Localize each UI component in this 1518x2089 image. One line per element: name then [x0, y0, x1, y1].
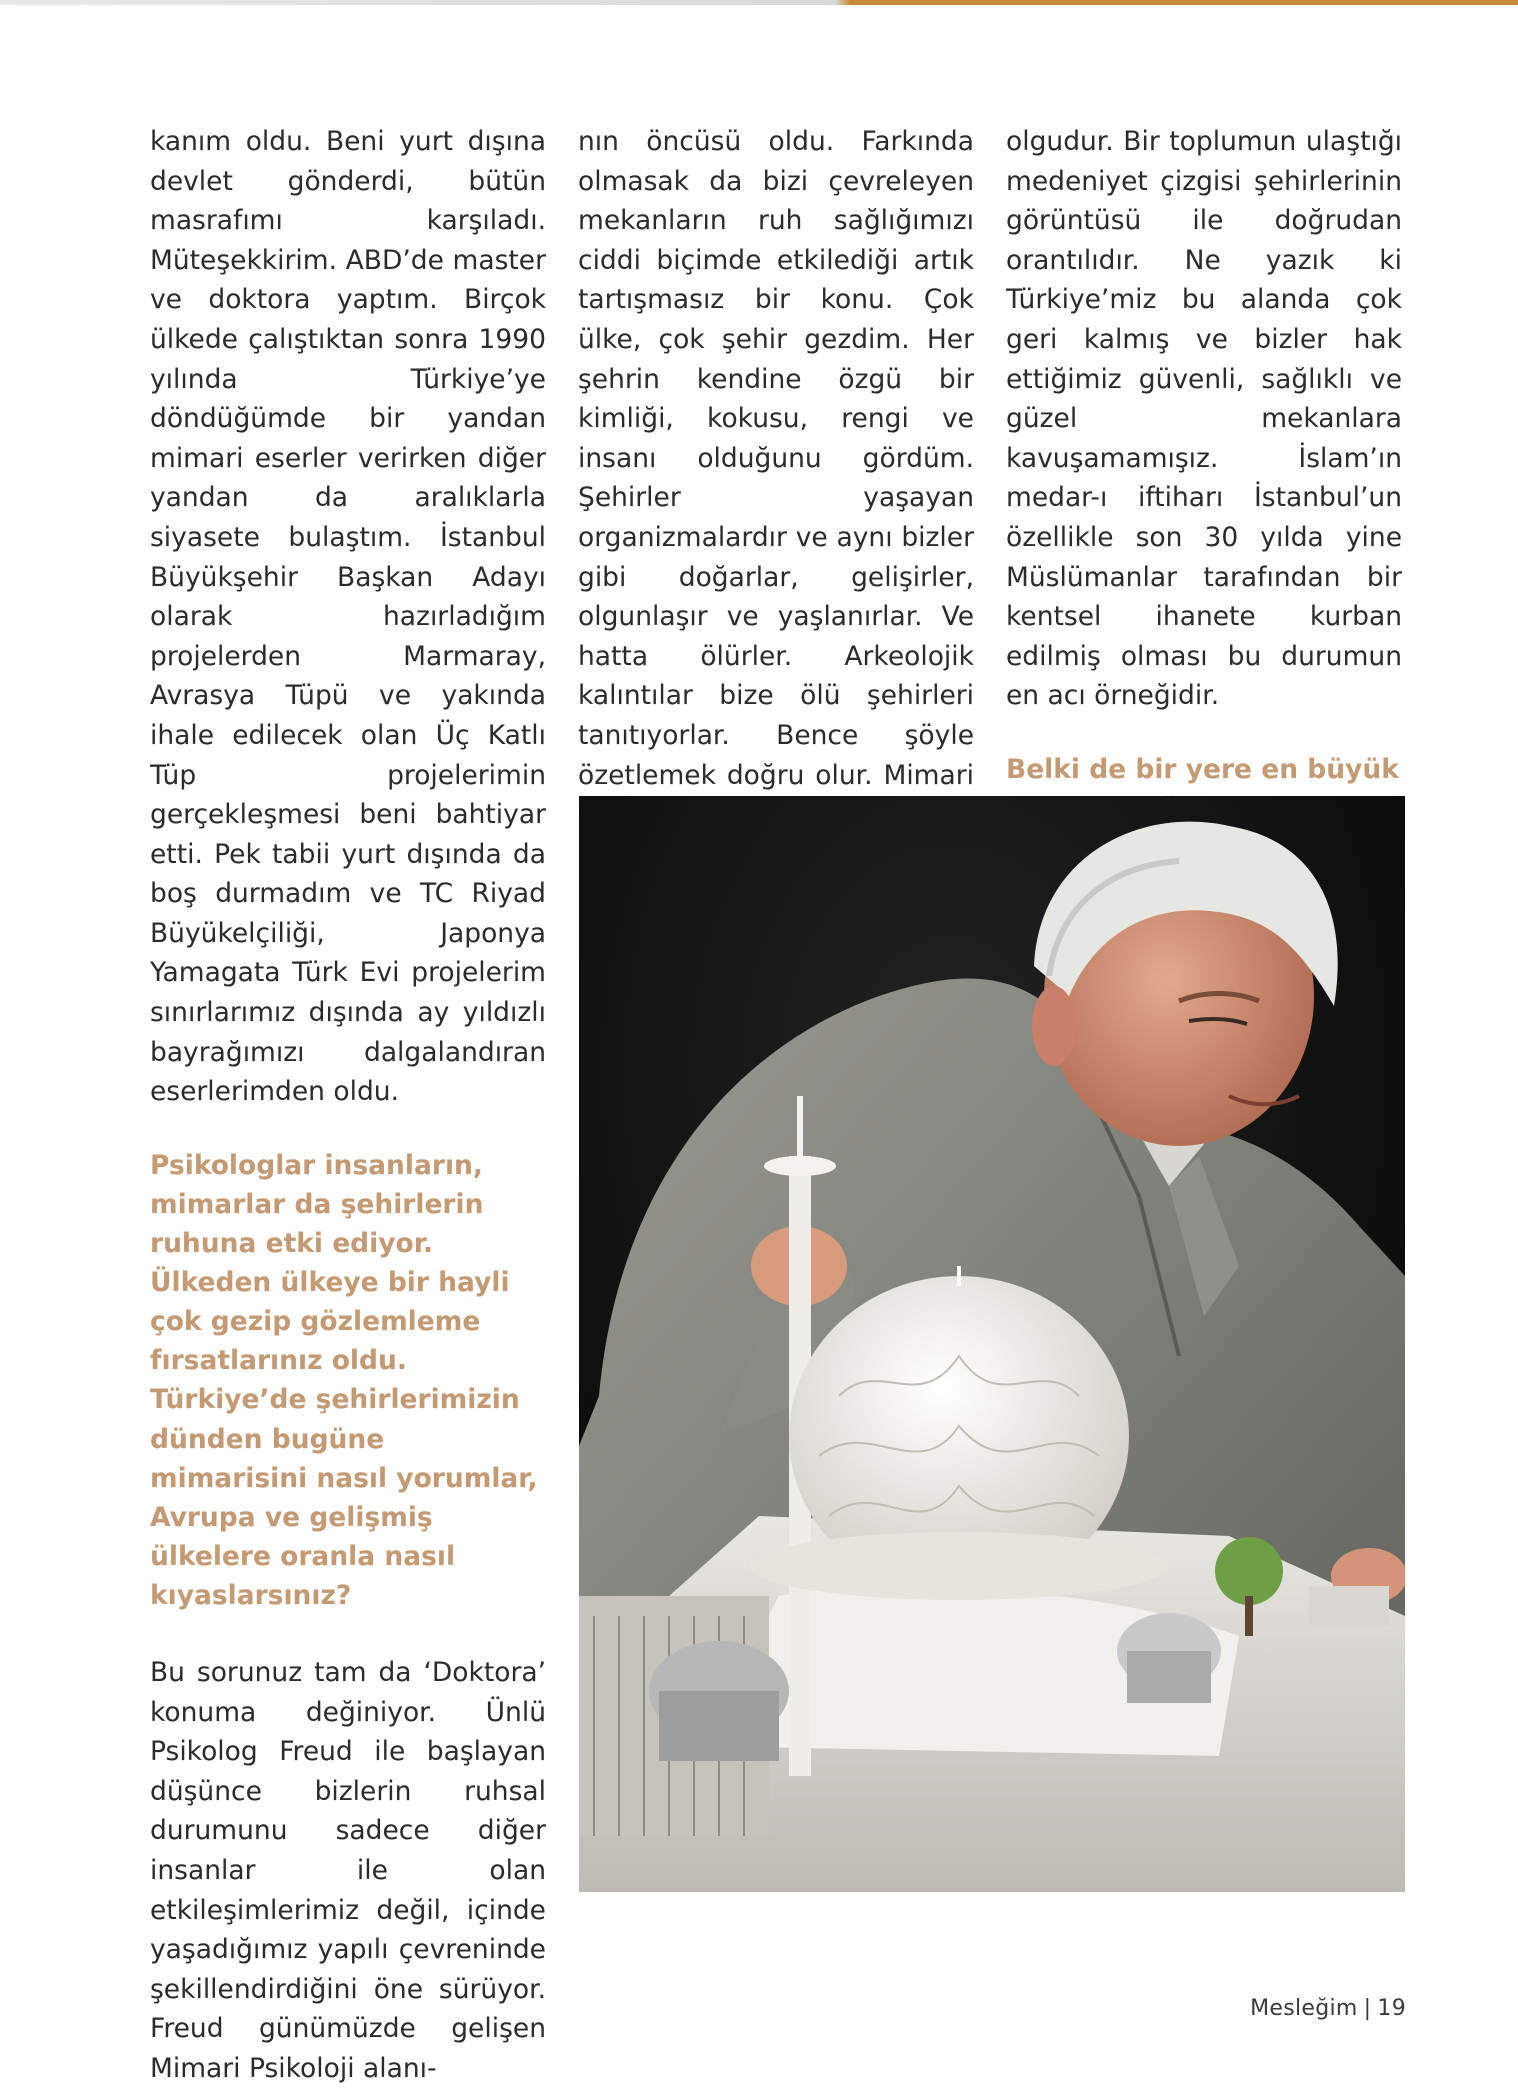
- body-paragraph: nın öncüsü oldu. Farkında olmasak da bizi çevreleyen mekanların ruh sağlığımızı ciddi biçimde etkilediği artık tartışmasız bir konu. Çok ülke, çok şehir gezdim. Her şehrin kendine özgü bir kimliği, kokusu, rengi ve insanı olduğunu gördüm. Şehirler yaşayan organizmalardır ve aynı bizler gibi doğarlar, gelişirler, olgunlaşır ve yaşlanırlar. Ve hatta ölürler. Arkeolojik kalıntılar bize ölü şehirleri tanıtıyorlar. Bence şöyle özetlemek doğru olur. Mimari: [578, 126, 974, 791]
- page-footer: [1250, 1996, 1406, 2021]
- photo-illustration: [579, 796, 1405, 1892]
- body-paragraph: Bu sorunuz tam da ‘Doktora’ konuma değiniyor. Ünlü Psikolog Freud ile başlayan düşünce bizlerin ruhsal durumunu sadece diğer insanlar ile olan etkileşimlerimiz değil, içinde yaşadığımız yapılı çevreninde şekillendirdiğini öne sürüyor. Freud günümüzde gelişen Mimari Psikoloji alanı-: [150, 1656, 546, 2084]
- article-column-2: [578, 122, 974, 835]
- architect-with-mosque-model-photo: [579, 796, 1405, 1892]
- magazine-name: Mesleğim: [1250, 1996, 1358, 2021]
- body-paragraph: kanım oldu. Beni yurt dışına devlet gönderdi, bütün masrafımı karşıladı. Müteşekkirim. ABD’de master ve doktora yaptım. Birçok ülkede çalıştıktan sonra 1990 yılında Türkiye’ye döndüğümde bir yandan mimari eserler verirken diğer yandan da aralıklarla siyasete bulaştım. İstanbul Büyükşehir Başkan Adayı olarak hazırladığım projelerden Marmaray, Avrasya Tüpü ve yakında ihale edilecek olan Üç Katlı Tüp projelerimin gerçekleşmesi beni bahtiyar etti. Pek tabii yurt dışında da boş durmadım ve TC Riyad Büyükelçiliği, Japonya Yamagata Türk Evi projelerim sınırlarımız dışında ay yıldızlı bayrağımızı dalgalandıran eserlerimden oldu.: [150, 126, 546, 1108]
- footer-separator: |: [1363, 1996, 1372, 2021]
- article-column-1: [150, 122, 546, 2089]
- top-accent-rule: [0, 0, 1518, 5]
- article-column-3: [1006, 122, 1402, 906]
- body-paragraph: olgudur. Bir toplumun ulaştığı medeniyet çizgisi şehirlerinin görüntüsü ile doğrudan orantılıdır. Ne yazık ki Türkiye’miz bu alanda çok geri kalmış ve bizler hak ettiğimiz güvenli, sağlıklı ve güzel mekanlara kavuşamamışız. İslam’ın medar-ı iftiharı İstanbul’un özellikle son 30 yılda yine Müslümanlar tarafından bir kentsel ihanete kurban edilmiş olması bu durumun en acı örneğidir.: [1006, 126, 1402, 712]
- interview-question: Psikologlar insanların, mimarlar da şehirlerin ruhuna etki ediyor. Ülkeden ülkeye bir hayli çok gezip gözlemleme fırsatlarınız oldu. Türkiye’de şehirlerimizin dünden bugüne mimarisini nasıl yorumlar, Avrupa ve gelişmiş ülkelere oranla nasıl kıyaslarsınız?: [150, 1149, 538, 1611]
- page-number: 19: [1377, 1996, 1406, 2021]
- interview-question: Belki de bir yere en büyük: [1006, 753, 1399, 785]
